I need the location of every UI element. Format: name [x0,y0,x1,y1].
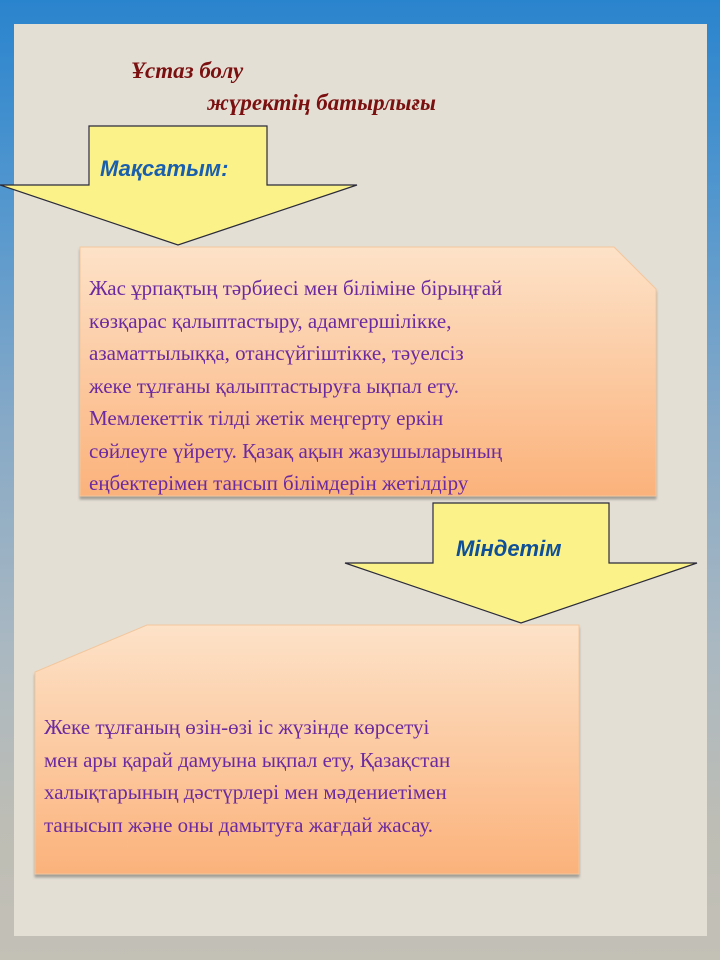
goal-text-line: Жас ұрпақтың тәрбиесі мен біліміне бірыңғай [89,276,503,300]
goal-text-line: сөйлеуге үйрету. Қазақ ақын жазушыларының [89,438,503,463]
task-arrow-shape [345,503,697,623]
goal-arrow-shape [0,126,357,245]
goal-text-line: Мемлекеттік тілді жетік меңгерту еркін [89,406,444,430]
goal-label: Мақсатым: [100,156,229,181]
goal-text-line: көзқарас қалыптастыру, адамгершілікке, [89,308,452,333]
goal-text-line: азаматтылыққа, отансүйгіштікке, тәуелсіз [89,341,464,365]
task-text-line: халықтарының дәстүрлері мен мәдениетімен [44,780,447,804]
task-text-line: мен ары қарай дамуына ықпал ету, Қазақстан [44,747,451,772]
slide-title-line2: жүректің батырлығы [207,90,436,115]
goal-text-line: жеке тұлғаны қалыптастыруға ықпал ету. [89,373,459,398]
task-text-line: танысып және оны дамытуға жағдай жасау. [44,812,433,837]
goal-text [89,272,649,500]
task-text-line: Жеке тұлғаның өзін-өзі іс жүзінде көрсетуі [44,715,430,739]
task-label: Міндетім [456,536,562,561]
slide-title-line1: Ұстаз болу [131,58,244,83]
goal-text-line: еңбектерімен тансып білімдерін жетілдіру [89,471,469,495]
task-text [44,711,574,841]
